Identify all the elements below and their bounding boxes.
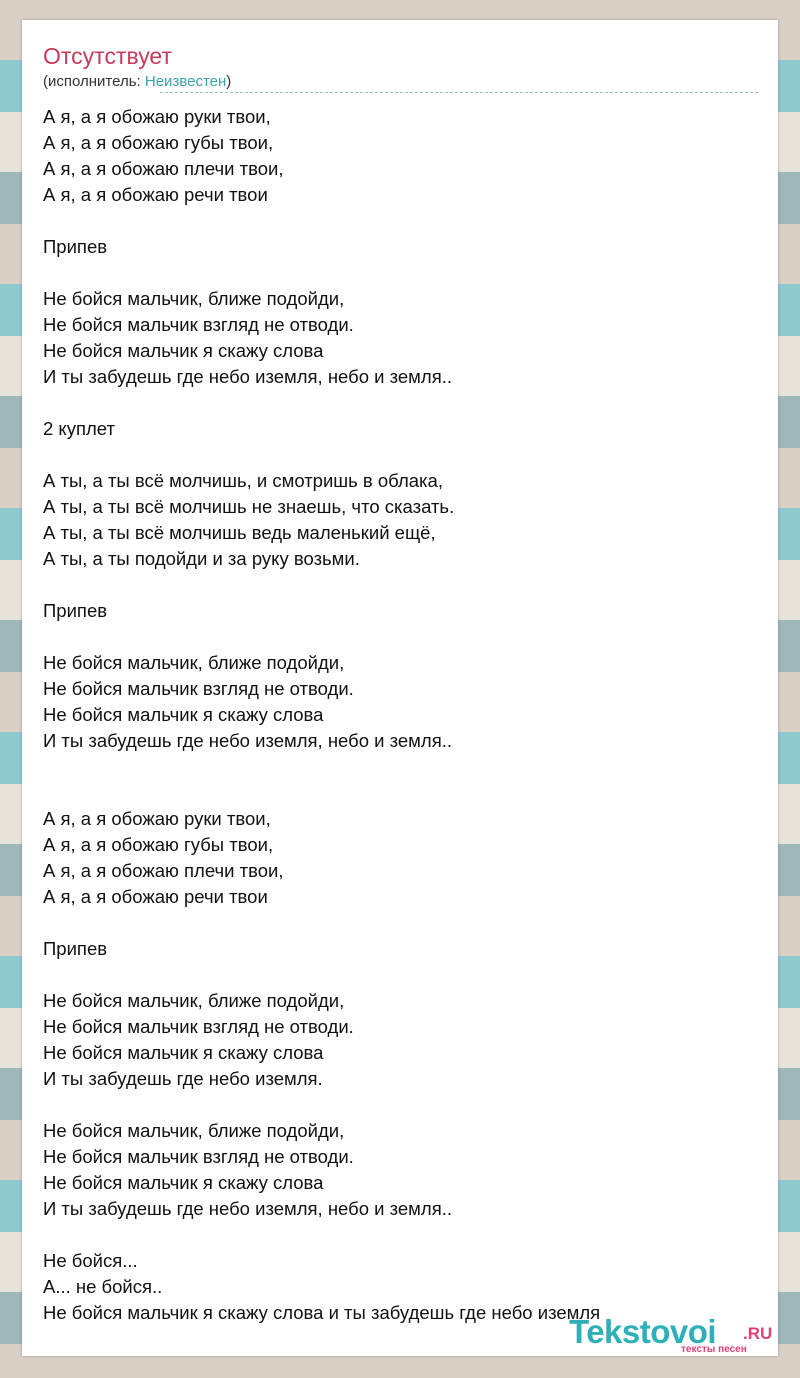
- lyric-line: А ты, а ты всё молчишь не знаешь, что сказать.: [43, 496, 455, 517]
- lyrics-text: [43, 104, 763, 1326]
- lyric-line: [43, 754, 763, 780]
- lyric-line: Не бойся...: [43, 1250, 138, 1271]
- lyric-line: Не бойся мальчик взгляд не отводи.: [43, 678, 354, 699]
- lyric-line: А я, а я обожаю губы твои,: [43, 834, 274, 855]
- lyric-line: А я, а я обожаю плечи твои,: [43, 158, 284, 179]
- lyrics-card: [22, 20, 778, 1356]
- lyric-line: [43, 208, 763, 234]
- lyric-line: 2 куплет: [43, 418, 115, 439]
- logo-wordmark: Tekstovoi: [569, 1313, 717, 1350]
- artist-label-close: ): [226, 73, 232, 90]
- lyric-line: [43, 962, 763, 988]
- lyric-line: Не бойся мальчик, ближе подойди,: [43, 288, 345, 309]
- song-title: Отсутствует: [43, 43, 172, 69]
- lyric-line: Припев: [43, 236, 108, 257]
- lyric-line: А ты, а ты подойди и за руку возьми.: [43, 548, 360, 569]
- lyric-line: Не бойся мальчик взгляд не отводи.: [43, 314, 354, 335]
- logo-tagline: тексты песен: [681, 1344, 747, 1355]
- lyric-line: Не бойся мальчик я скажу слова и ты забудешь где небо иземля: [43, 1302, 601, 1323]
- title-divider: [160, 92, 758, 93]
- lyric-line: И ты забудешь где небо иземля, небо и земля..: [43, 366, 452, 387]
- lyric-line: Припев: [43, 600, 108, 621]
- lyric-line: [43, 572, 763, 598]
- lyric-line: Припев: [43, 938, 108, 959]
- artist-link[interactable]: Неизвестен: [144, 73, 227, 90]
- lyric-line: А я, а я обожаю губы твои,: [43, 132, 274, 153]
- lyric-line: Не бойся мальчик я скажу слова: [43, 1172, 324, 1193]
- lyric-line: И ты забудешь где небо иземля, небо и земля..: [43, 1198, 452, 1219]
- lyric-line: Не бойся мальчик я скажу слова: [43, 1042, 324, 1063]
- lyric-line: Не бойся мальчик, ближе подойди,: [43, 652, 345, 673]
- lyric-line: А я, а я обожаю речи твои: [43, 184, 268, 205]
- lyric-line: Не бойся мальчик я скажу слова: [43, 340, 324, 361]
- lyric-line: Не бойся мальчик взгляд не отводи.: [43, 1146, 354, 1167]
- lyric-line: И ты забудешь где небо иземля.: [43, 1068, 323, 1089]
- lyric-line: И ты забудешь где небо иземля, небо и земля..: [43, 730, 452, 751]
- lyric-line: А я, а я обожаю речи твои: [43, 886, 268, 907]
- lyric-line: А я, а я обожаю руки твои,: [43, 808, 271, 829]
- lyric-line: А ты, а ты всё молчишь ведь маленький ещё,: [43, 522, 436, 543]
- logo-domain: .RU: [743, 1324, 773, 1343]
- lyric-line: Не бойся мальчик, ближе подойди,: [43, 990, 345, 1011]
- lyric-line: [43, 1222, 763, 1248]
- lyric-line: [43, 1092, 763, 1118]
- lyric-line: [43, 910, 763, 936]
- lyric-line: [43, 390, 763, 416]
- lyric-line: [43, 260, 763, 286]
- song-meta: [43, 72, 231, 92]
- lyric-line: Не бойся мальчик взгляд не отводи.: [43, 1016, 354, 1037]
- lyric-line: А я, а я обожаю руки твои,: [43, 106, 271, 127]
- artist-label: (исполнитель:: [43, 73, 145, 90]
- lyric-line: А я, а я обожаю плечи твои,: [43, 860, 284, 881]
- lyric-line: А ты, а ты всё молчишь, и смотришь в облака,: [43, 470, 443, 491]
- site-logo[interactable]: [569, 1314, 779, 1356]
- lyric-line: [43, 442, 763, 468]
- lyric-line: Не бойся мальчик я скажу слова: [43, 704, 324, 725]
- lyric-line: А... не бойся..: [43, 1276, 163, 1297]
- lyric-line: [43, 624, 763, 650]
- lyric-line: [43, 780, 763, 806]
- lyric-line: Не бойся мальчик, ближе подойди,: [43, 1120, 345, 1141]
